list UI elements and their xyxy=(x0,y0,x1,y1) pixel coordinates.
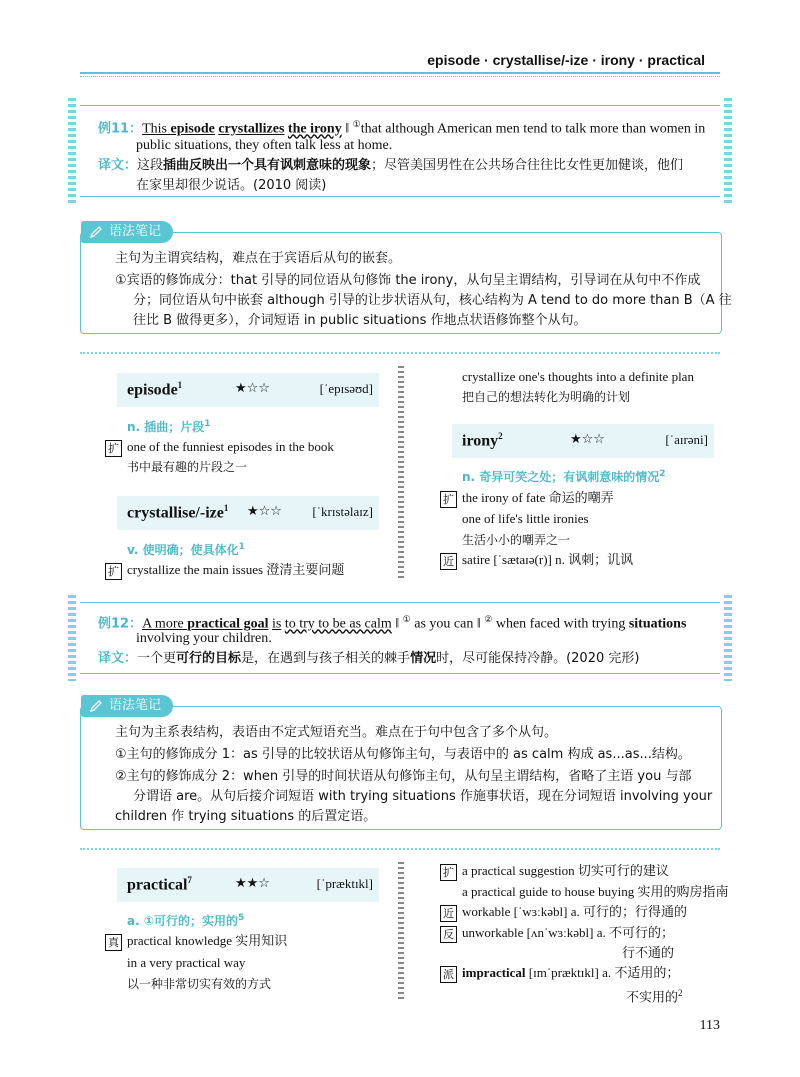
derivative-line: impractical [ɪmˈpræktɪkl] a. 不适用的； xyxy=(462,965,680,980)
example-phrase: the irony of fate 命运的嘲弄 xyxy=(462,490,614,505)
grammar-note-tab: 语法笔记 xyxy=(81,221,173,243)
column-separator xyxy=(398,366,404,578)
part-of-speech: n. 插曲；片段$^1$ xyxy=(127,419,211,434)
note-2-line: ①主句的修饰成分 1：as 引导的比较状语从句修饰主句，与表语中的 as calm 构成 as...as...结构。 xyxy=(115,747,691,762)
example-12-en-line2: involving your children. xyxy=(136,631,272,646)
headword: crystallise/-ize$^1$ xyxy=(127,503,229,522)
example-12-en-line1: 例12：A more practical goal is to try to be as calm ‖ ① as you can ‖ ② when faced with trying situations xyxy=(98,614,687,632)
note-2-line: ②主句的修饰成分 2：when 引导的时间状语从句修饰主句，从句呈主谓结构，省略了主语 you 与部 xyxy=(115,769,692,784)
headword: irony$^2$ xyxy=(462,431,503,450)
note-1-line: ①宾语的修饰成分：that 引导的同位语从句修饰 the irony，从句呈主谓结构，引导词在从句中不作成 xyxy=(115,273,701,288)
section-divider xyxy=(80,352,720,354)
frequency-stars: ★☆☆ xyxy=(570,432,605,447)
tag-real-exam: 真 xyxy=(105,934,122,951)
running-header: episode · crystallise/-ize · irony · practical xyxy=(427,52,705,68)
example-phrase: in a very practical way xyxy=(127,955,246,970)
example-11-en-line1: 例11：This episode crystallizes the irony ‖ ①that although American men tend to talk more than women in xyxy=(98,119,706,137)
section-divider xyxy=(80,848,720,850)
example-phrase: a practical suggestion 切实可行的建议 xyxy=(462,863,669,878)
page-number: 113 xyxy=(699,1018,720,1033)
example-11-en-line2: public situations, they often talk less at home. xyxy=(136,138,393,153)
phonetic: [ˈpræktɪkl] xyxy=(316,876,373,891)
antonym-line: 行不通的 xyxy=(622,945,675,960)
phonetic: [ˈkrɪstəlaɪz] xyxy=(312,504,373,519)
example-translation: 把自己的想法转化为明确的计划 xyxy=(462,390,631,404)
example-11-cn-line1: 译文：这段插曲反映出一个具有讽刺意味的现象；尽管美国男性在公共场合往往比女性更加健谈，他们 xyxy=(98,158,684,173)
example-12-box xyxy=(80,602,720,674)
header-rule-dotted xyxy=(80,76,720,77)
note-1-line: 往比 B 做得更多），介词短语 in public situations 作地点状语修饰整个从句。 xyxy=(133,313,587,328)
part-of-speech: a. ①可行的；实用的$^5$ xyxy=(127,913,245,928)
word-entry-crystallise xyxy=(117,496,379,530)
example-translation: 以一种非常切实有效的方式 xyxy=(127,977,272,991)
note-1-line: 分；同位语从句中嵌套 although 引导的让步状语从句，核心结构为 A tend to do more than B（A 往 xyxy=(133,293,732,308)
example-12-cn-line1: 译文：一个更可行的目标是，在遇到与孩子相关的棘手情况时，尽可能保持冷静。(2020 完形) xyxy=(98,651,640,666)
tag-expand: 扩 xyxy=(105,440,122,457)
tag-derivative: 派 xyxy=(440,966,457,983)
example-translation: 生活小小的嘲弄之一 xyxy=(462,533,571,547)
headword: practical$^7$ xyxy=(127,875,192,894)
synonym-line: workable [ˈwɜːkəbl] a. 可行的；行得通的 xyxy=(462,904,687,919)
phonetic: [ˈaɪrəni] xyxy=(665,432,708,447)
frequency-stars: ★☆☆ xyxy=(247,504,282,519)
part-of-speech: v. 使明确；使具体化$^1$ xyxy=(127,542,245,557)
example-phrase: a practical guide to house buying 实用的购房指南 xyxy=(462,884,729,899)
phonetic: [ˈepɪsəʊd] xyxy=(319,381,373,396)
grammar-note-tab: 语法笔记 xyxy=(81,695,173,717)
example-phrase: crystallize one's thoughts into a definite plan xyxy=(462,369,694,384)
word-entry-episode xyxy=(117,373,379,407)
tag-expand: 扩 xyxy=(440,864,457,881)
derivative-line: 不实用的$^2$ xyxy=(626,988,683,1005)
headword: episode$^1$ xyxy=(127,380,183,399)
pen-icon xyxy=(89,699,103,713)
example-11-label: 例11： xyxy=(98,121,143,137)
example-phrase: one of life's little ironies xyxy=(462,511,589,526)
word-entry-irony xyxy=(452,424,714,458)
tag-expand: 扩 xyxy=(440,491,457,508)
pen-icon xyxy=(89,225,103,239)
header-rule xyxy=(80,72,720,74)
frequency-stars: ★★☆ xyxy=(235,876,270,891)
part-of-speech: n. 奇异可笑之处；有讽刺意味的情况$^2$ xyxy=(462,469,666,484)
grammar-note-1 xyxy=(80,224,732,334)
note-1-line: 主句为主谓宾结构，难点在于宾语后从句的嵌套。 xyxy=(115,251,402,266)
example-phrase: one of the funniest episodes in the book xyxy=(127,439,334,454)
note-2-line: children 作 trying situations 的后置定语。 xyxy=(115,809,377,824)
word-entry-practical xyxy=(117,868,379,902)
antonym-line: unworkable [ʌnˈwɜːkəbl] a. 不可行的； xyxy=(462,925,674,940)
example-11-box xyxy=(80,105,720,197)
note-2-line: 分谓语 are。从句后接介词短语 with trying situations 作施事状语，现在分词短语 involving your xyxy=(133,789,713,804)
example-translation: 书中最有趣的片段之一 xyxy=(127,460,248,474)
tag-synonym: 近 xyxy=(440,905,457,922)
frequency-stars: ★☆☆ xyxy=(235,381,270,396)
column-separator xyxy=(398,862,404,1000)
tag-synonym: 近 xyxy=(440,553,457,570)
example-12-label: 例12： xyxy=(98,616,143,632)
grammar-note-2 xyxy=(80,698,722,830)
note-2-line: 主句为主系表结构，表语由不定式短语充当。难点在于句中包含了多个从句。 xyxy=(115,725,558,740)
example-phrase: practical knowledge 实用知识 xyxy=(127,933,288,948)
tag-expand: 扩 xyxy=(105,563,122,580)
tag-antonym: 反 xyxy=(440,926,457,943)
synonym-line: satire [ˈsætaɪə(r)] n. 讽刺；讥讽 xyxy=(462,552,634,567)
example-phrase: crystallize the main issues 澄清主要问题 xyxy=(127,562,345,577)
example-11-cn-line2: 在家里却很少说话。(2010 阅读) xyxy=(136,178,327,193)
